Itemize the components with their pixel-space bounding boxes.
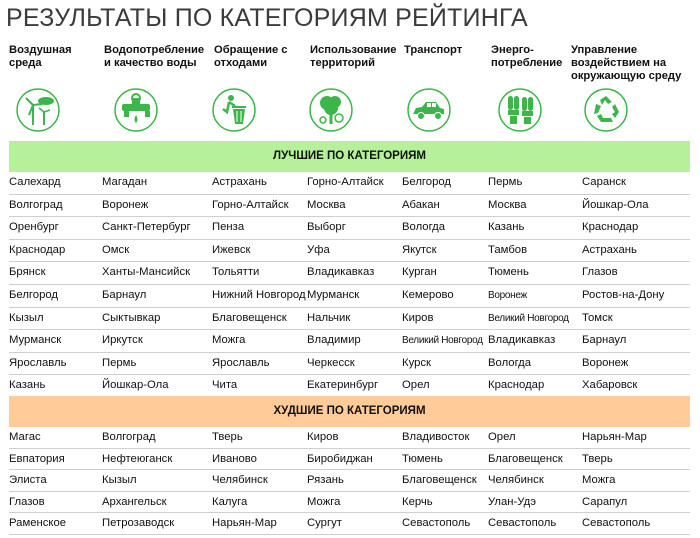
table-cell: Владивосток xyxy=(402,431,470,443)
table-cell: Нефтеюганск xyxy=(102,452,173,465)
table-row xyxy=(9,470,690,492)
table-cell: Тверь xyxy=(582,452,613,465)
table-cell: Йошкар-Ола xyxy=(102,379,169,392)
table-cell: Сарапул xyxy=(582,495,628,508)
table-cell: Тюмень xyxy=(402,452,443,465)
table-cell: Горно-Алтайск xyxy=(212,198,289,211)
column-header-air: Воздушная среда xyxy=(9,44,72,69)
table-cell: Великий Новгород xyxy=(488,312,569,324)
column-header-water: Водопотребление и качество воды xyxy=(104,44,205,69)
water-tap-icon xyxy=(114,88,158,132)
table-cell: Мурманск xyxy=(9,334,62,347)
table-cell: Салехард xyxy=(9,176,61,188)
table-cell: Выборг xyxy=(307,221,346,234)
table-cell: Кызыл xyxy=(9,311,44,324)
table-cell: Тюмень xyxy=(488,266,529,279)
table-cell: Астрахань xyxy=(582,243,637,256)
table-cell: Иркутск xyxy=(102,334,143,347)
column-header-waste: Обращение с отходами xyxy=(214,44,288,69)
table-cell: Можга xyxy=(582,474,616,487)
table-cell: Вологда xyxy=(402,221,446,234)
table-cell: Белгород xyxy=(9,289,58,301)
table-cell: Омск xyxy=(102,243,130,256)
table-cell: Челябинск xyxy=(212,474,268,487)
table-cell: Сургут xyxy=(307,517,342,530)
table-cell: Чита xyxy=(212,379,238,392)
table-cell: Можга xyxy=(212,334,246,347)
table-cell: Челябинск xyxy=(488,474,544,487)
table-cell: Владикавказ xyxy=(307,266,375,279)
table-cell: Москва xyxy=(307,198,346,211)
column-header-land-use: Использование территорий xyxy=(310,44,397,69)
table-cell: Барнаул xyxy=(582,334,627,347)
table-cell: Краснодар xyxy=(488,379,545,392)
table-cell: Орел xyxy=(402,379,430,392)
table-cell: Белгород xyxy=(402,176,451,188)
car-icon xyxy=(407,88,451,132)
table-row xyxy=(9,427,690,449)
table-row xyxy=(9,217,690,240)
table-row xyxy=(9,195,690,218)
table-cell: Оренбург xyxy=(9,221,59,234)
table-cell: Воронеж xyxy=(102,198,149,211)
table-cell: Кызыл xyxy=(102,474,137,487)
table-cell: Томск xyxy=(582,311,613,324)
table-cell: Якутск xyxy=(402,243,437,256)
table-cell: Великий Новгород xyxy=(402,335,483,347)
table-cell: Тольятти xyxy=(212,266,260,279)
table-cell: Владимир xyxy=(307,334,361,347)
table-row xyxy=(9,262,690,285)
table-cell: Ярославль xyxy=(212,356,270,369)
table-cell: Казань xyxy=(488,221,525,234)
table-cell: Кемерово xyxy=(402,289,454,301)
table-cell: Астрахань xyxy=(212,176,267,188)
table-cell: Йошкар-Ола xyxy=(582,198,649,211)
table-cell: Уфа xyxy=(307,243,330,256)
table-cell: Хабаровск xyxy=(582,379,638,392)
table-cell: Тамбов xyxy=(488,243,528,256)
column-header-energy: Энерго- потребление xyxy=(491,44,563,69)
table-cell: Магадан xyxy=(102,176,148,188)
table-cell: Брянск xyxy=(9,266,46,279)
table-row xyxy=(9,330,690,353)
table-cell: Екатеринбург xyxy=(307,379,379,392)
table-cell: Калуга xyxy=(212,495,248,508)
table-cell: Казань xyxy=(9,379,46,392)
table-cell: Ярославль xyxy=(9,356,67,369)
page-title: РЕЗУЛЬТАТЫ ПО КАТЕГОРИЯМ РЕЙТИНГА xyxy=(6,4,528,32)
table-cell: Петрозаводск xyxy=(102,517,175,530)
tree-icon xyxy=(309,88,353,132)
table-cell: Киров xyxy=(307,431,339,443)
table-cell: Воронеж xyxy=(582,356,629,369)
table-cell: Можга xyxy=(307,495,341,508)
table-cell: Краснодар xyxy=(582,221,639,234)
table-row xyxy=(9,285,690,308)
table-cell: Нальчик xyxy=(307,311,351,324)
wind-turbine-icon xyxy=(16,88,60,132)
table-cell: Магас xyxy=(9,431,41,443)
table-cell: Рязань xyxy=(307,474,344,487)
light-bulb-icon xyxy=(498,88,542,132)
table-cell: Глазов xyxy=(582,266,618,279)
table-cell: Саранск xyxy=(582,176,626,188)
table-row xyxy=(9,492,690,514)
recycle-arrows-icon xyxy=(584,88,628,132)
table-cell: Севастополь xyxy=(488,517,557,530)
table-cell: Глазов xyxy=(9,495,45,508)
table-cell: Нарьян-Мар xyxy=(582,431,647,443)
table-cell: Улан-Удэ xyxy=(488,495,537,508)
recycle-bin-icon xyxy=(212,88,256,132)
table-cell: Вологда xyxy=(488,356,532,369)
worst-section-header: ХУДШИЕ ПО КАТЕГОРИЯМ xyxy=(9,396,690,427)
table-cell: Евпатория xyxy=(9,452,65,465)
table-cell: Владикавказ xyxy=(488,334,556,347)
table-cell: Абакан xyxy=(402,198,440,211)
table-cell: Благовещенск xyxy=(402,474,477,487)
table-cell: Курган xyxy=(402,266,437,279)
table-cell: Ханты-Мансийск xyxy=(102,266,191,279)
table-cell: Архангельск xyxy=(102,495,167,508)
table-cell: Элиста xyxy=(9,474,47,487)
table-cell: Горно-Алтайск xyxy=(307,176,384,188)
table-cell: Раменское xyxy=(9,517,67,530)
table-cell: Курск xyxy=(402,356,431,369)
column-header-transport: Транспорт xyxy=(404,44,463,56)
table-row xyxy=(9,449,690,471)
table-cell: Пермь xyxy=(488,176,523,188)
best-section-header: ЛУЧШИЕ ПО КАТЕГОРИЯМ xyxy=(9,141,690,172)
table-row xyxy=(9,308,690,331)
table-cell: Пермь xyxy=(102,356,137,369)
table-cell: Благовещенск xyxy=(488,452,563,465)
table-row xyxy=(9,513,690,535)
table-cell: Нижний Новгород xyxy=(212,289,306,301)
table-cell: Ижевск xyxy=(212,243,251,256)
table-row xyxy=(9,353,690,376)
table-cell: Черкесск xyxy=(307,356,355,369)
table-cell: Тверь xyxy=(212,431,243,443)
table-cell: Волгоград xyxy=(102,431,156,443)
table-cell: Ростов-на-Дону xyxy=(582,289,665,301)
table-cell: Москва xyxy=(488,198,527,211)
table-cell: Волгоград xyxy=(9,198,63,211)
table-cell: Керчь xyxy=(402,495,433,508)
table-cell: Воронеж xyxy=(488,290,527,301)
table-cell: Мурманск xyxy=(307,289,360,301)
column-header-management: Управление воздействием на окружающую среду xyxy=(571,44,682,82)
table-cell: Краснодар xyxy=(9,243,66,256)
table-cell: Севастополь xyxy=(582,517,651,530)
table-cell: Барнаул xyxy=(102,289,147,301)
table-row xyxy=(9,172,690,195)
table-cell: Киров xyxy=(402,311,434,324)
table-cell: Нарьян-Мар xyxy=(212,517,277,530)
table-cell: Орел xyxy=(488,431,516,443)
table-cell: Биробиджан xyxy=(307,452,373,465)
table-cell: Севастополь xyxy=(402,517,471,530)
table-row xyxy=(9,375,690,398)
table-cell: Иваново xyxy=(212,452,257,465)
table-cell: Пенза xyxy=(212,221,245,234)
table-cell: Сыктывкар xyxy=(102,311,161,324)
table-row xyxy=(9,240,690,263)
table-cell: Благовещенск xyxy=(212,311,287,324)
table-cell: Санкт-Петербург xyxy=(102,221,191,234)
